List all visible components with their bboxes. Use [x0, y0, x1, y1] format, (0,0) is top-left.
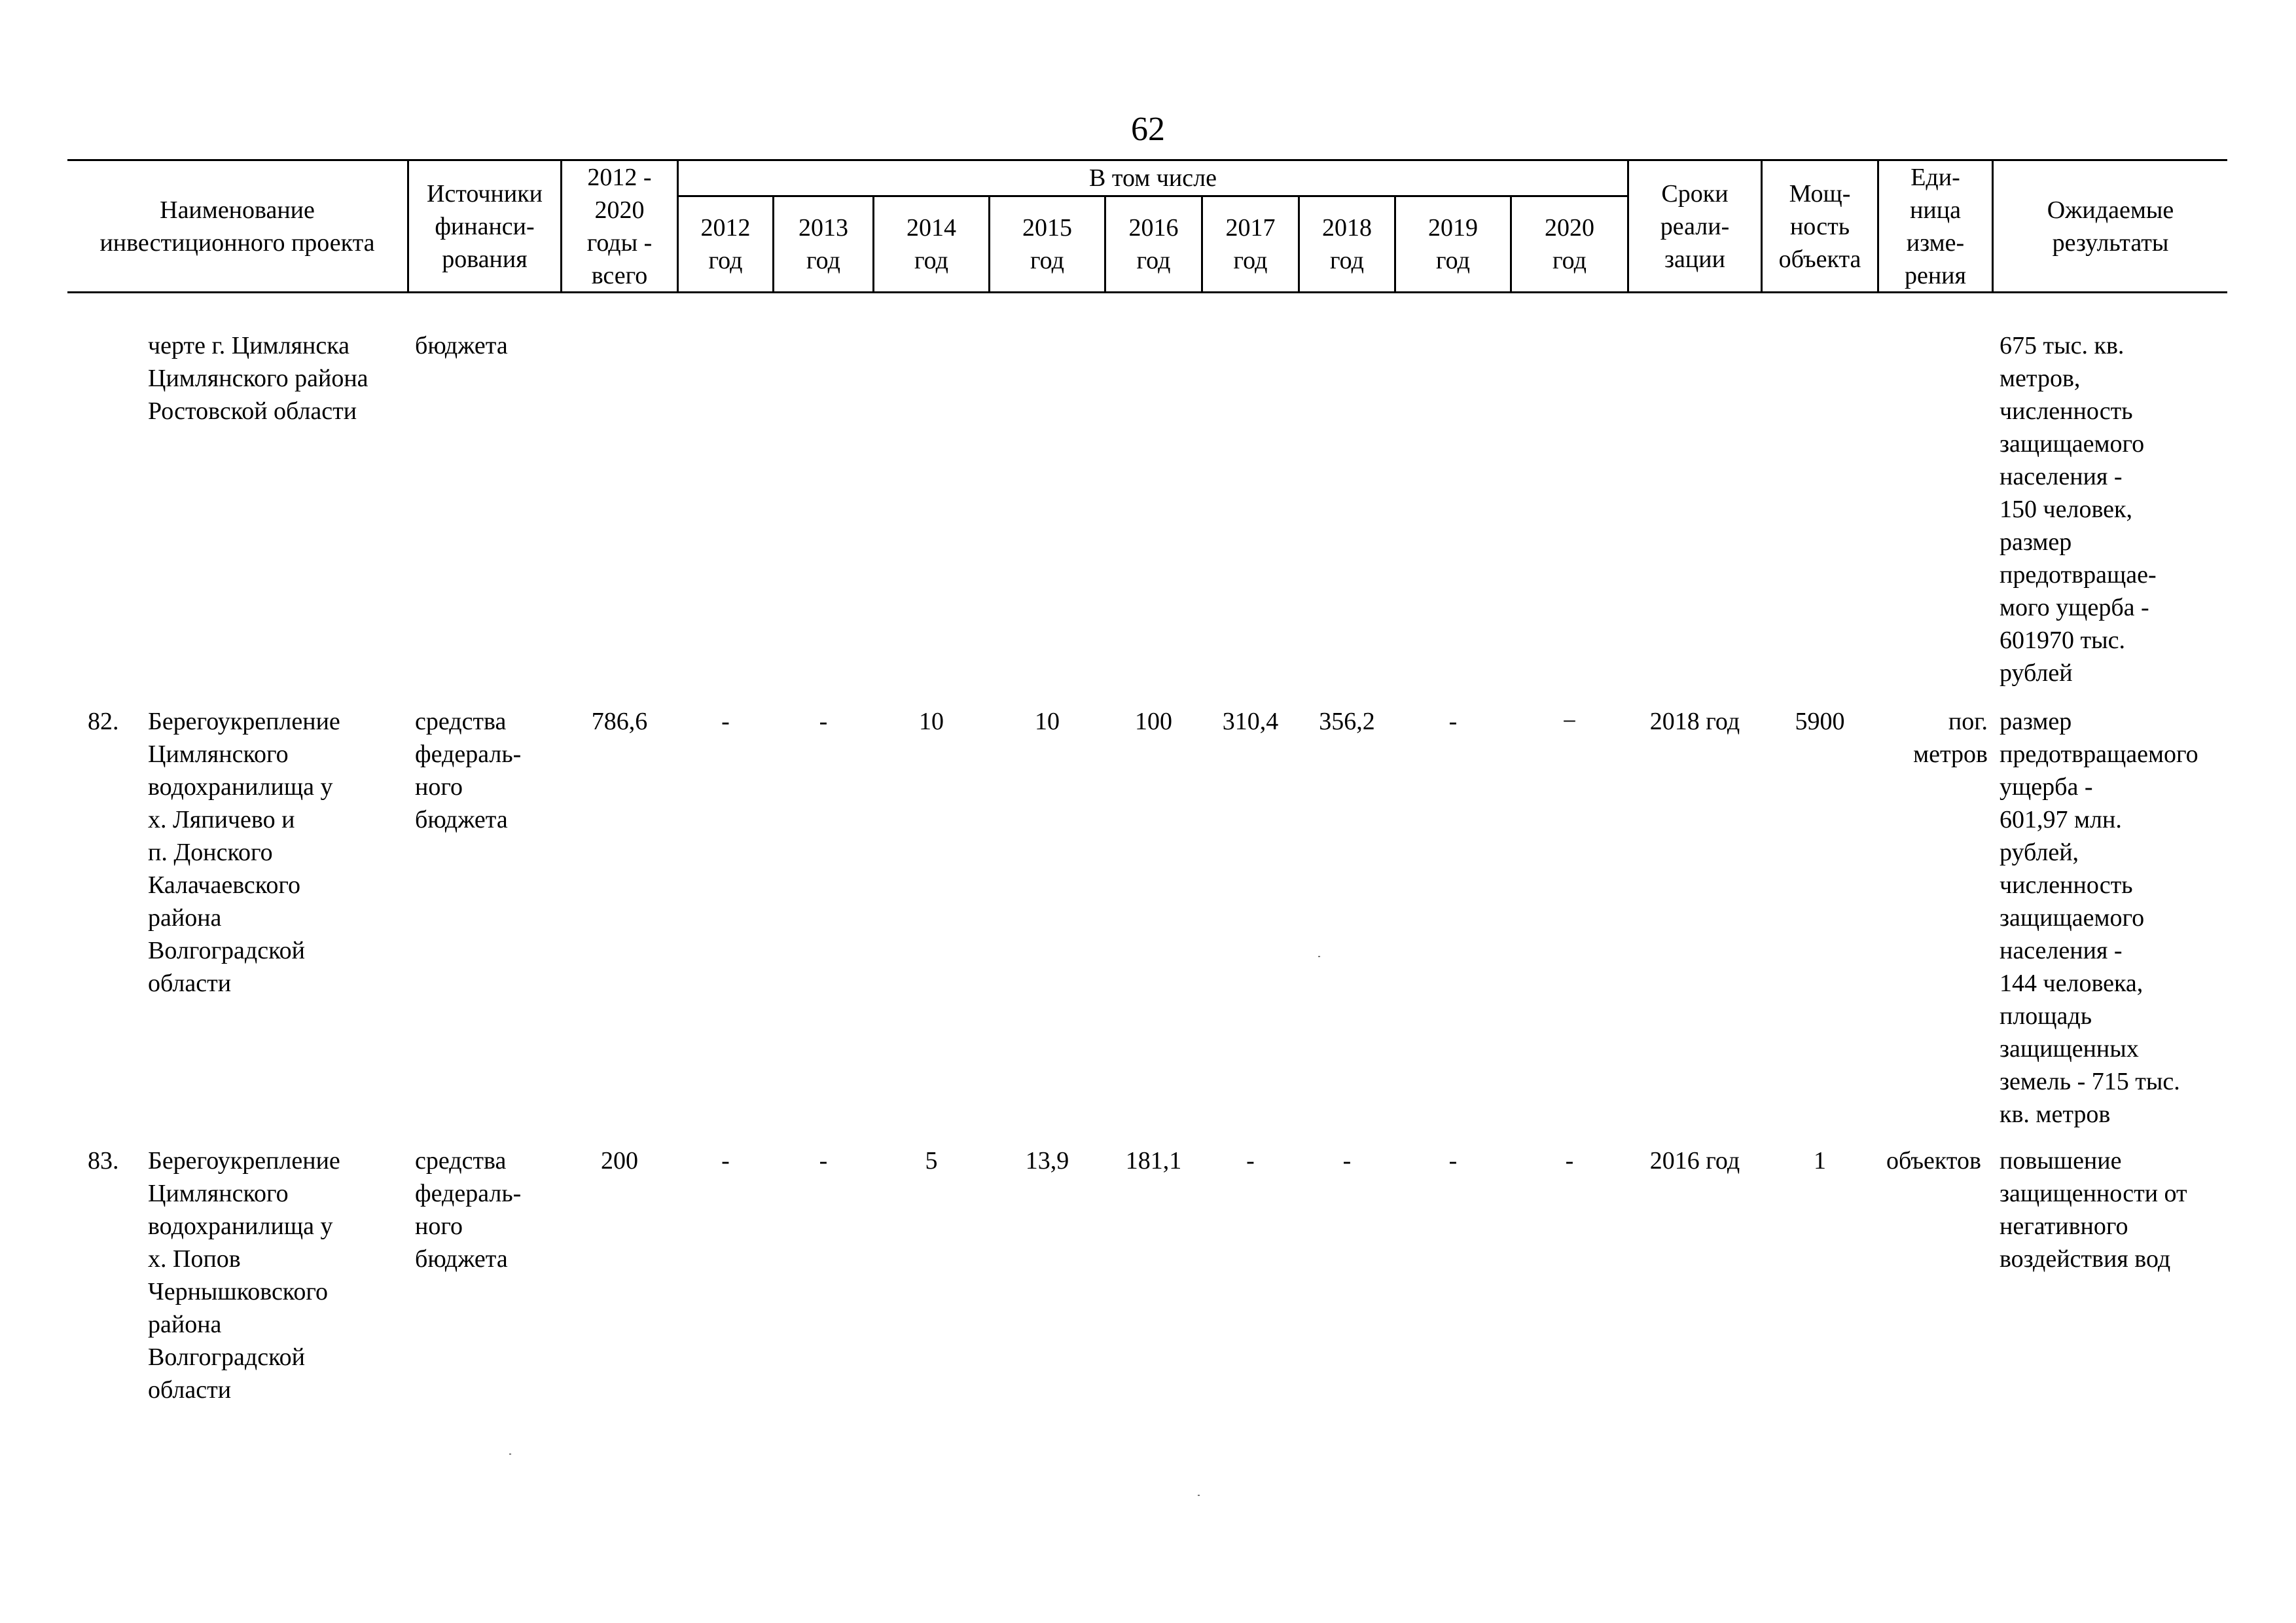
header-year-2012: 2012 год — [700, 214, 751, 274]
year-value-2016: 100 — [1135, 708, 1172, 735]
year-value-2014: 10 — [919, 708, 944, 735]
scan-speck — [509, 1453, 511, 1455]
year-value-2020: - — [1565, 1147, 1574, 1175]
funding-source: средства федераль- ного бюджета — [415, 1147, 522, 1273]
header-year-2016: 2016 год — [1128, 214, 1179, 274]
implementation-term: 2018 год — [1649, 708, 1740, 735]
header-year-2020: 2020 год — [1545, 214, 1594, 274]
row-number: 83. — [88, 1147, 119, 1175]
total-value: 200 — [601, 1147, 638, 1175]
header-terms: Сроки реали- зации — [1660, 179, 1730, 273]
measurement-unit: пог. метров — [1913, 708, 1988, 768]
row-number: 82. — [88, 708, 119, 735]
year-value-2012: - — [721, 1147, 730, 1175]
funding-source: бюджета — [415, 332, 508, 359]
year-value-2013: - — [819, 708, 828, 735]
header-year-2019: 2019 год — [1428, 214, 1478, 274]
header-capacity: Мощ- ность объекта — [1778, 179, 1861, 273]
header-sources: Источники финанси- рования — [426, 179, 543, 273]
header-total: 2012 - 2020 годы - всего — [586, 163, 653, 289]
object-capacity: 1 — [1814, 1147, 1826, 1175]
header-results: Ожидаемые результаты — [2047, 196, 2174, 257]
project-name: Берегоукрепление Цимлянского водохранилища у х. Ляпичево и п. Донского Калачаевского района Волгоградской области — [148, 708, 340, 997]
year-value-2013: - — [819, 1147, 828, 1175]
measurement-unit: объектов — [1886, 1147, 1981, 1175]
project-name: Берегоукрепление Цимлянского водохранилища у х. Попов Чернышковского района Волгоградской области — [148, 1147, 340, 1404]
year-value-2018: - — [1342, 1147, 1352, 1175]
page-number: 62 — [1131, 111, 1165, 148]
header-year-2015: 2015 год — [1022, 214, 1072, 274]
scan-speck — [1318, 956, 1320, 957]
year-value-2015: 13,9 — [1025, 1147, 1069, 1175]
year-value-2018: 356,2 — [1319, 708, 1375, 735]
header-year-2018: 2018 год — [1322, 214, 1372, 274]
scan-speck — [1198, 1495, 1200, 1496]
expected-results: повышение защищенности от негативного воздействия вод — [2000, 1147, 2187, 1273]
year-value-2019: - — [1448, 1147, 1458, 1175]
year-value-2020: − — [1562, 708, 1577, 735]
total-value: 786,6 — [591, 708, 648, 735]
object-capacity: 5900 — [1795, 708, 1845, 735]
year-value-2019: - — [1448, 708, 1458, 735]
year-value-2017: - — [1246, 1147, 1255, 1175]
year-value-2016: 181,1 — [1125, 1147, 1182, 1175]
table-header-bottom-rule — [67, 291, 2227, 293]
year-value-2014: 5 — [925, 1147, 938, 1175]
project-name: черте г. Цимлянска Цимлянского района Ростовской области — [148, 332, 368, 425]
funding-source: средства федераль- ного бюджета — [415, 708, 522, 833]
year-value-2012: - — [721, 708, 730, 735]
header-unit: Еди- ница изме- рения — [1904, 163, 1967, 289]
header-name: Наименование инвестиционного проекта — [99, 196, 375, 257]
header-year-2013: 2013 год — [798, 214, 848, 274]
implementation-term: 2016 год — [1649, 1147, 1740, 1175]
expected-results: 675 тыс. кв. метров, численность защищаемого населения - 150 человек, размер предотвращае- мого ущерба - 601970 тыс. рублей — [2000, 332, 2157, 687]
header-year-2017: 2017 год — [1225, 214, 1276, 274]
year-value-2015: 10 — [1035, 708, 1060, 735]
expected-results: размер предотвращаемого ущерба - 601,97 млн. рублей, численность защищаемого населения - 144 человека, площадь защищенных земель - 715 тыс. кв. метров — [2000, 708, 2198, 1128]
header-year-2014: 2014 год — [906, 214, 956, 274]
header-including: В том числе — [1089, 164, 1217, 192]
year-value-2017: 310,4 — [1222, 708, 1279, 735]
